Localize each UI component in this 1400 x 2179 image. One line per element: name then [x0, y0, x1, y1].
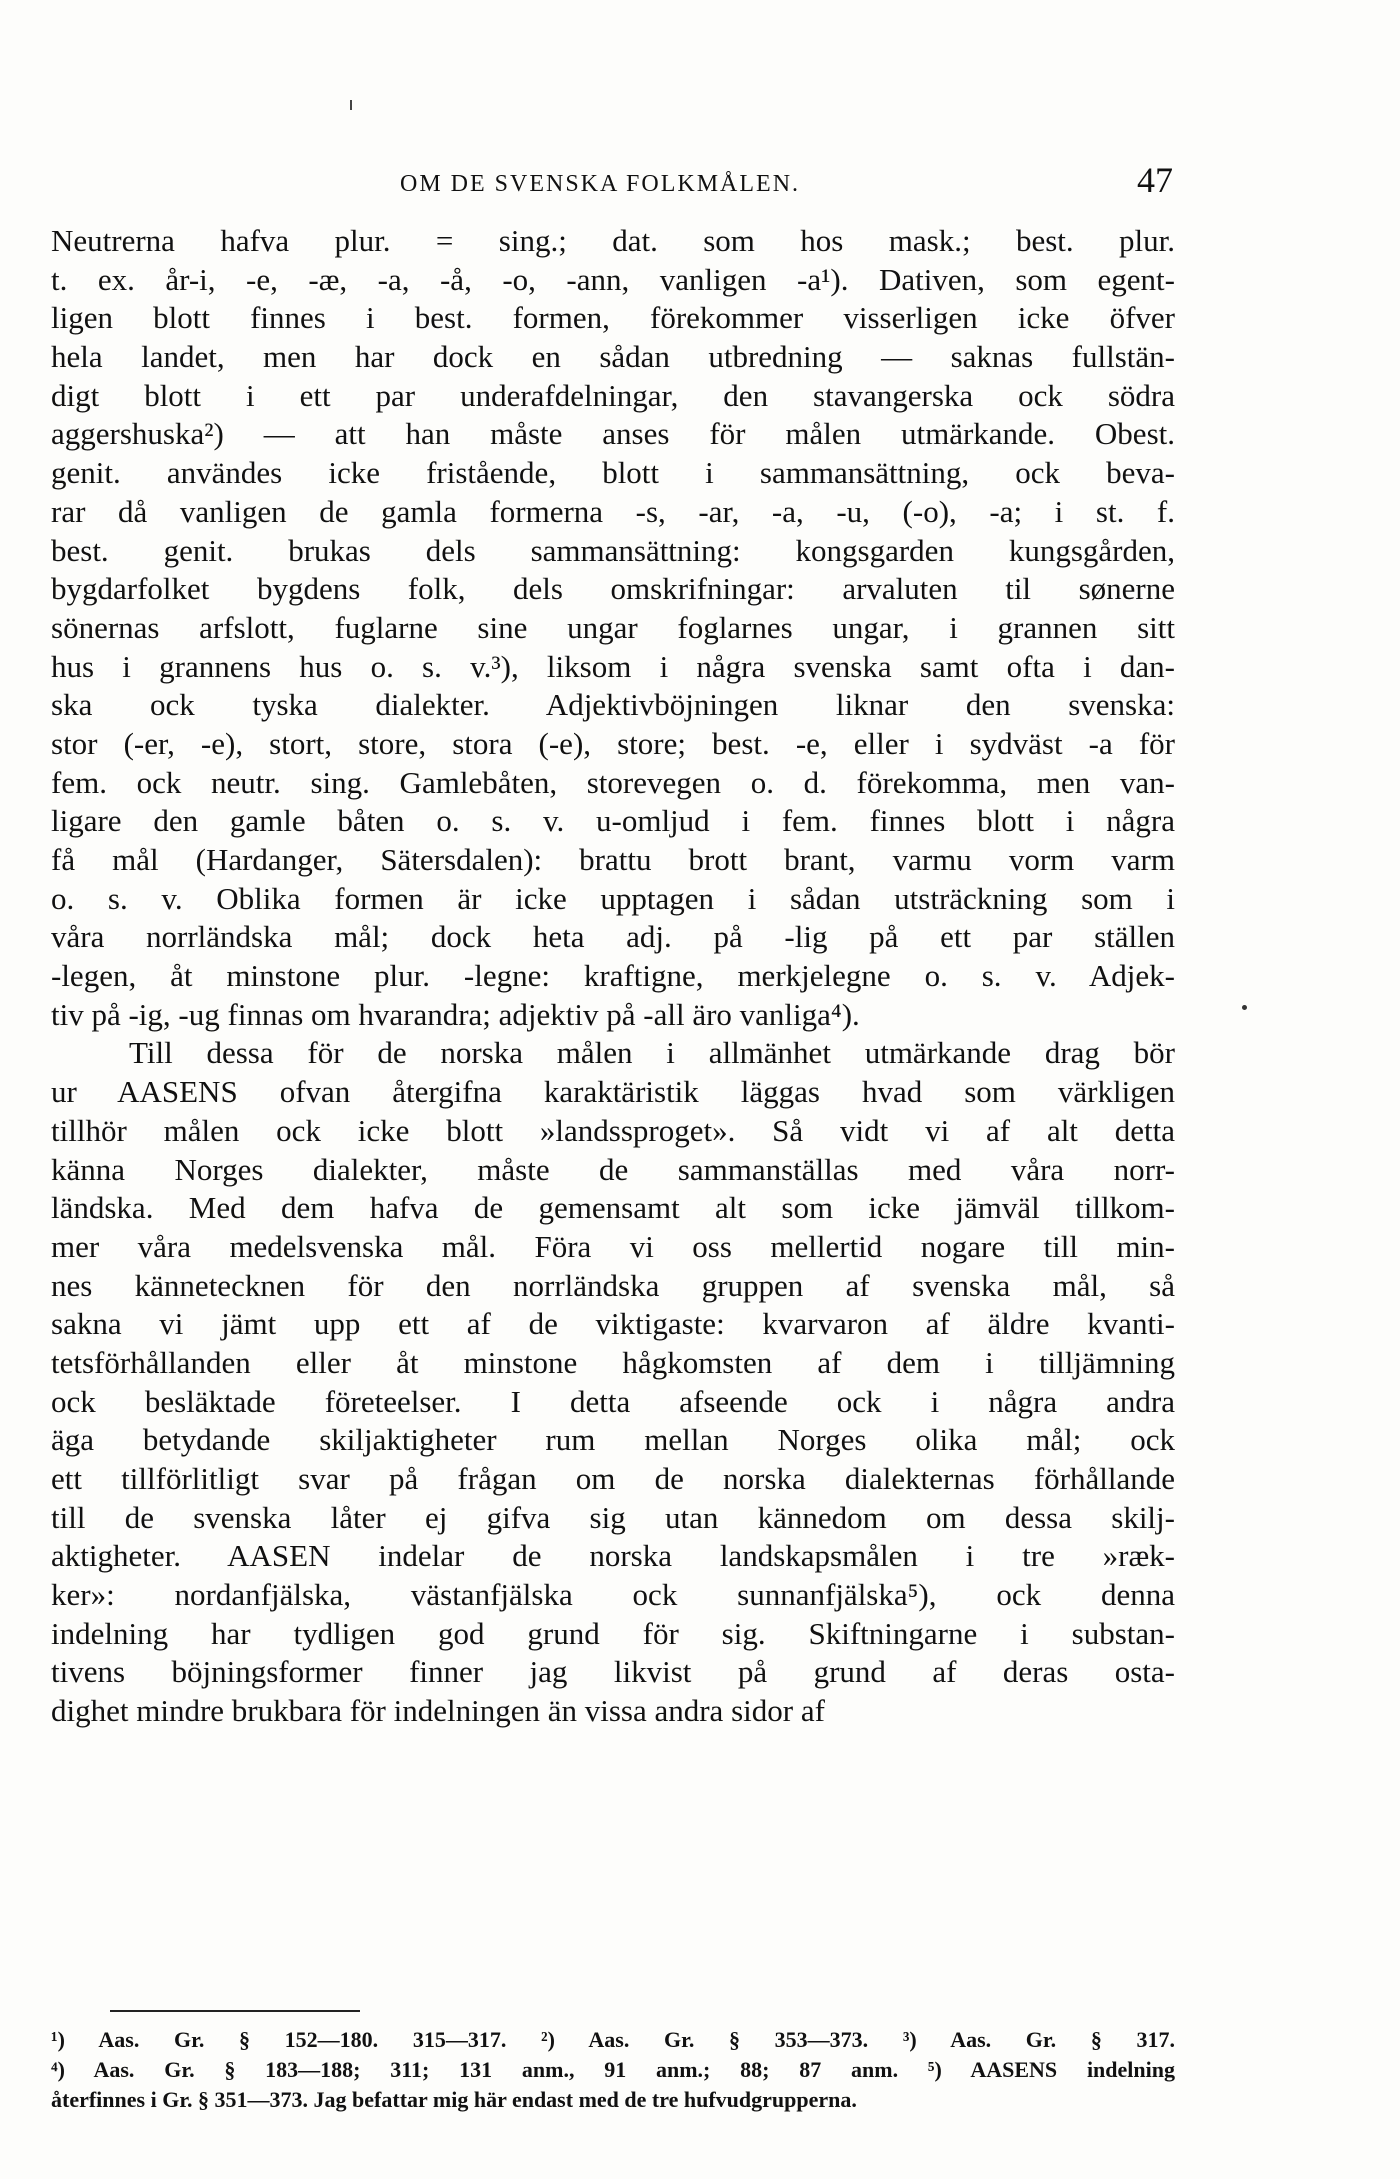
body-line: sönernas arfslott, fuglarne sine ungar foglarnes ungar, i grannen sitt — [51, 609, 1175, 645]
body-line: aktigheter. AASEN indelar de norska landskapsmålen i tre »ræk- — [51, 1538, 1175, 1574]
body-line: ett tillförlitligt svar på frågan om de norska dialekternas förhållande — [51, 1461, 1175, 1496]
body-line: tetsförhållanden eller åt minstone hågkomsten af dem i tilljämning — [51, 1344, 1175, 1380]
body-line: ska ock tyska dialekter. Adjektivböjningen liknar den svenska: — [51, 687, 1175, 723]
body-line: Till dessa för de norska målen i allmänhet utmärkande drag bör — [129, 1035, 1175, 1071]
running-head: OM DE SVENSKA FOLKMÅLEN. — [400, 171, 801, 197]
body-line: sakna vi jämt upp ett af de viktigaste: kvarvaron af äldre kvanti- — [51, 1306, 1175, 1342]
body-line: tiv på -ig, -ug finnas om hvarandra; adjektiv på -all äro vanliga⁴). — [51, 996, 860, 1032]
body-line: ker»: nordanfjälska, västanfjälska ock sunnanfjälska⁵), ock denna — [51, 1577, 1175, 1613]
body-line: våra norrländska mål; dock heta adj. på -lig på ett par ställen — [51, 919, 1175, 955]
body-line: stor (-er, -e), stort, store, stora (-e), store; best. -e, eller i sydväst -a för — [51, 725, 1175, 761]
body-line: ock besläktade företeelser. I detta afseende ock i några andra — [51, 1383, 1175, 1419]
page-header — [80, 160, 1175, 209]
footnote-rule — [110, 2010, 360, 2012]
footnote-line: ¹) Aas. Gr. § 152—180. 315—317. ²) Aas. Gr. § 353—373. ³) Aas. Gr. § 317. — [51, 2027, 1175, 2052]
body-line: tillhör målen ock icke blott »landssproget». Så vidt vi af alt detta — [51, 1112, 1175, 1148]
body-line: ligare den gamle båten o. s. v. u-omljud i fem. finnes blott i några — [51, 803, 1175, 839]
body-line: ligen blott finnes i best. formen, förekommer visserligen icke öfver — [51, 300, 1175, 336]
body-line: nes kännetecknen för den norrländska gruppen af svenska mål, så — [51, 1267, 1175, 1303]
body-line: dighet mindre brukbara för indelningen än vissa andra sidor af — [51, 1693, 825, 1729]
body-line: känna Norges dialekter, måste de sammanställas med våra norr- — [51, 1151, 1175, 1187]
body-line: bygdarfolket bygdens folk, dels omskrifningar: arvaluten til sønerne — [51, 571, 1175, 607]
body-line: genit. användes icke fristående, blott i sammansättning, ock beva- — [51, 455, 1175, 491]
body-line: -legen, åt minstone plur. -legne: kraftigne, merkjelegne o. s. v. Adjek- — [51, 958, 1175, 994]
body-line: äga betydande skiljaktigheter rum mellan Norges olika mål; ock — [51, 1422, 1175, 1458]
body-line: digt blott i ett par underafdelningar, den stavangerska ock södra — [51, 377, 1175, 413]
body-line: rar då vanligen de gamla formerna -s, -ar, -a, -u, (-o), -a; i st. f. — [51, 493, 1175, 529]
body-line: mer våra medelsvenska mål. Föra vi oss mellertid nogare till min- — [51, 1228, 1175, 1264]
body-line: indelning har tydligen god grund för sig. Skiftningarne i substan- — [51, 1615, 1175, 1651]
print-speck — [350, 100, 352, 110]
footnote-line: ⁴) Aas. Gr. § 183—188; 311; 131 anm., 91 anm.; 88; 87 anm. ⁵) AASENS indelning — [51, 2057, 1175, 2082]
body-line: hus i grannens hus o. s. v.³), liksom i några svenska samt ofta i dan- — [51, 648, 1175, 684]
body-line: aggershuska²) — att han måste anses för målen utmärkande. Obest. — [51, 416, 1175, 452]
margin-dot — [1242, 1005, 1247, 1010]
footnote-line: återfinnes i Gr. § 351—373. Jag befattar mig här endast med de tre hufvudgrupperna. — [51, 2087, 857, 2112]
footnotes — [51, 2025, 1175, 2115]
body-line: o. s. v. Oblika formen är icke upptagen i sådan utsträckning som i — [51, 880, 1175, 916]
body-line: ur AASENS ofvan återgifna karaktäristik läggas hvad som värkligen — [51, 1074, 1175, 1110]
page-number: 47 — [1137, 160, 1173, 200]
body-line: till de svenska låter ej gifva sig utan kännedom om dessa skilj- — [51, 1499, 1175, 1535]
body-line: hela landet, men har dock en sådan utbredning — saknas fullstän- — [51, 339, 1175, 375]
body-line: tivens böjningsformer finner jag likvist på grund af deras osta- — [51, 1654, 1175, 1690]
body-line: t. ex. år-i, -e, -æ, -a, -å, -o, -ann, vanligen -a¹). Dativen, som egent- — [51, 261, 1175, 297]
body-text — [51, 222, 1175, 1731]
body-line: ländska. Med dem hafva de gemensamt alt som icke jämväl tillkom- — [51, 1190, 1175, 1226]
body-line: best. genit. brukas dels sammansättning: kongsgarden kungsgården, — [51, 532, 1175, 568]
body-line: få mål (Hardanger, Sätersdalen): brattu brott brant, varmu vorm varm — [51, 842, 1175, 877]
body-line: Neutrerna hafva plur. = sing.; dat. som hos mask.; best. plur. — [51, 223, 1175, 258]
body-line: fem. ock neutr. sing. Gamlebåten, storevegen o. d. förekomma, men van- — [51, 764, 1175, 800]
